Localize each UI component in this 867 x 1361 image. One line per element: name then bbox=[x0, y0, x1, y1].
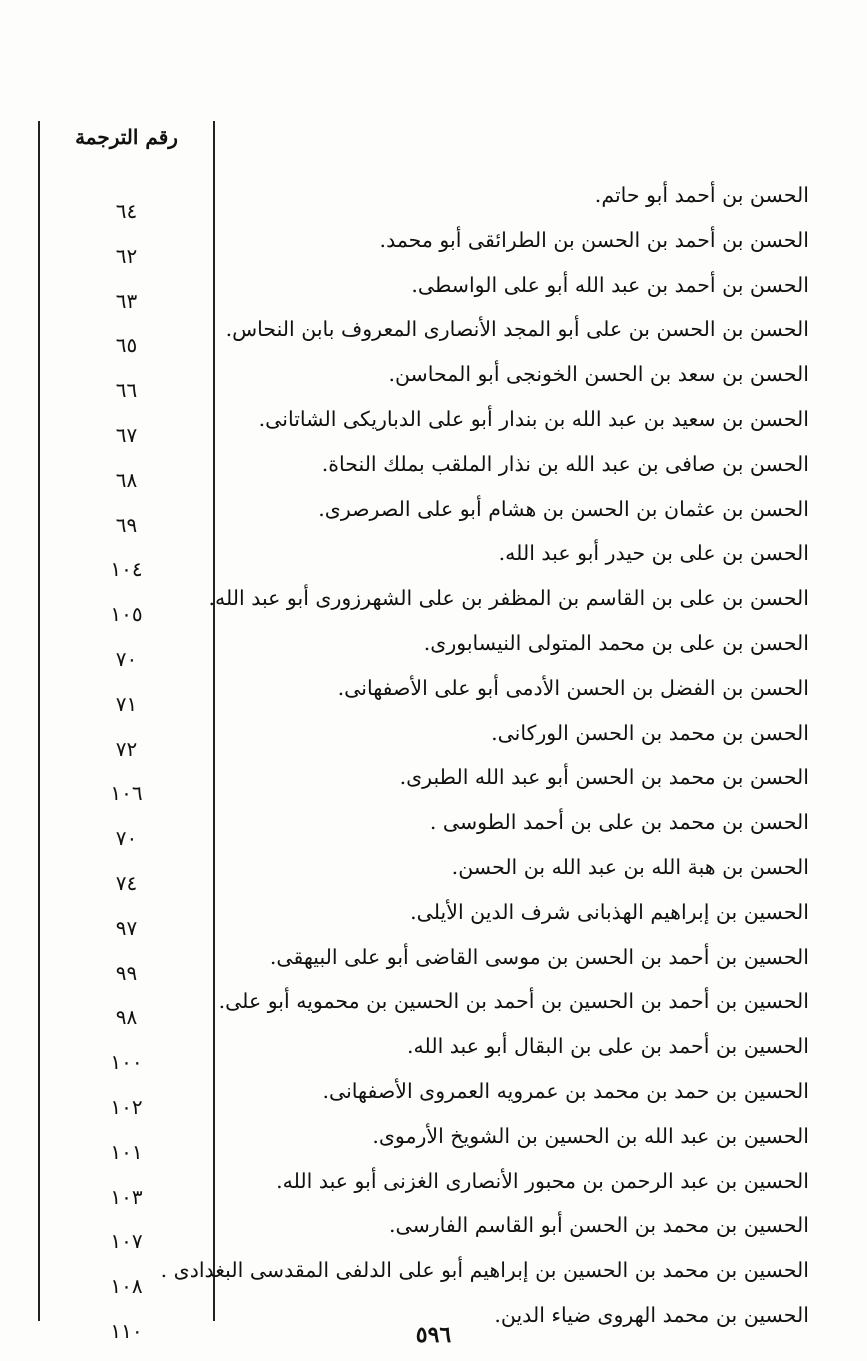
entry-number: ٦٤ bbox=[115, 199, 138, 223]
entry-number: ١٠٧ bbox=[110, 1229, 143, 1254]
entry-name: الحسن بن محمد بن على بن أحمد الطوسى . bbox=[429, 810, 809, 835]
entry-name: الحسين بن محمد بن الحسن أبو القاسم الفارسى. bbox=[389, 1213, 809, 1238]
entry-number: ٧٢ bbox=[115, 736, 138, 761]
entry-number: ٦٥ bbox=[115, 333, 138, 358]
entry-name: الحسين بن عبد الرحمن بن محبور الأنصارى الغزنى أبو عبد الله. bbox=[276, 1168, 809, 1193]
entry-name: الحسن بن على بن حيدر أبو عبد الله. bbox=[498, 541, 809, 566]
entry-number: ٩٨ bbox=[115, 1005, 138, 1030]
entry-number: ٧٠ bbox=[115, 646, 138, 671]
entry-name: الحسن بن سعد بن الحسن الخونجى أبو المحاسن. bbox=[388, 362, 809, 387]
entry-name: الحسن بن أحمد أبو حاتم. bbox=[594, 183, 809, 207]
entry-number: ٩٩ bbox=[115, 960, 138, 985]
entry-number: ١٠٦ bbox=[110, 781, 143, 806]
entry-number-column bbox=[44, 196, 209, 1361]
right-column-rule bbox=[213, 121, 215, 1321]
entry-number: ١٠١ bbox=[110, 1139, 143, 1164]
entry-name: الحسين بن إبراهيم الهذبانى شرف الدين الأيلى. bbox=[410, 899, 809, 924]
entry-number: ٦٢ bbox=[115, 243, 138, 268]
entry-number: ١٠٤ bbox=[110, 557, 143, 582]
entry-number: ٧٠ bbox=[115, 826, 138, 851]
entry-name-list bbox=[160, 178, 809, 1343]
entry-number: ١٠٠ bbox=[110, 1050, 143, 1075]
entry-name: الحسين بن محمد بن الحسين بن إبراهيم أبو على الدلفى المقدسى البغدادى . bbox=[160, 1258, 809, 1283]
entry-name: الحسين بن عبد الله بن الحسين بن الشويخ الأرموى. bbox=[372, 1123, 809, 1148]
entry-number: ١٠٨ bbox=[110, 1274, 143, 1299]
entry-name: الحسن بن سعيد بن عبد الله بن بندار أبو على الدباريكى الشاتانى. bbox=[258, 406, 809, 431]
entry-number: ١٠٣ bbox=[110, 1184, 143, 1209]
entry-number: ١١٠ bbox=[110, 1318, 143, 1343]
entry-name: الحسين بن أحمد بن الحسن بن موسى القاضى أبو على البيهقى. bbox=[269, 944, 809, 969]
entry-name: الحسين بن أحمد بن على بن البقال أبو عبد الله. bbox=[407, 1034, 809, 1059]
entry-number: ١٠٢ bbox=[110, 1094, 143, 1119]
entry-name: الحسن بن أحمد بن الحسن بن الطرائقى أبو محمد. bbox=[379, 227, 809, 252]
entry-name: الحسن بن الفضل بن الحسن الأدمى أبو على الأصفهانى. bbox=[337, 675, 809, 700]
column-header-entry-number: رقم الترجمة bbox=[75, 125, 178, 149]
entry-number: ٧١ bbox=[115, 691, 138, 716]
entry-name: الحسين بن أحمد بن الحسين بن أحمد بن الحسين بن محمويه أبو على. bbox=[218, 989, 809, 1014]
entry-name: الحسن بن عثمان بن الحسن بن هشام أبو على الصرصرى. bbox=[318, 496, 809, 521]
entry-number: ٦٣ bbox=[115, 288, 138, 313]
entry-number: ١٠٥ bbox=[110, 602, 143, 627]
entry-number: ٦٧ bbox=[115, 422, 138, 447]
entry-name: الحسين بن محمد الهروى ضياء الدين. bbox=[494, 1302, 809, 1327]
entry-name: الحسن بن على بن القاسم بن المظفر بن على الشهرزورى أبو عبد الله. bbox=[208, 586, 809, 611]
entry-name: الحسن بن على بن محمد المتولى النيسابورى. bbox=[423, 630, 809, 655]
entry-name: الحسن بن أحمد بن عبد الله أبو على الواسطى. bbox=[411, 272, 809, 297]
page-number: ٥٩٦ bbox=[415, 1322, 452, 1348]
entry-name: الحسن بن الحسن بن على أبو المجد الأنصارى المعروف بابن النحاس. bbox=[225, 317, 809, 342]
entry-number: ٦٨ bbox=[115, 467, 138, 492]
entry-name: الحسن بن صافى بن عبد الله بن نذار الملقب بملك النحاة. bbox=[321, 451, 809, 476]
left-column-rule bbox=[38, 121, 40, 1321]
entry-name: الحسين بن حمد بن محمد بن عمرويه العمروى الأصفهانى. bbox=[322, 1078, 809, 1103]
entry-name: الحسن بن هبة الله بن عبد الله بن الحسن. bbox=[451, 854, 809, 879]
entry-name: الحسن بن محمد بن الحسن الوركانى. bbox=[491, 720, 809, 745]
entry-name: الحسن بن محمد بن الحسن أبو عبد الله الطبرى. bbox=[399, 765, 809, 790]
entry-number: ٦٩ bbox=[115, 512, 138, 537]
entry-number: ٧٤ bbox=[115, 870, 138, 895]
entry-number: ٦٦ bbox=[115, 378, 138, 403]
entry-number: ٩٧ bbox=[115, 915, 138, 940]
